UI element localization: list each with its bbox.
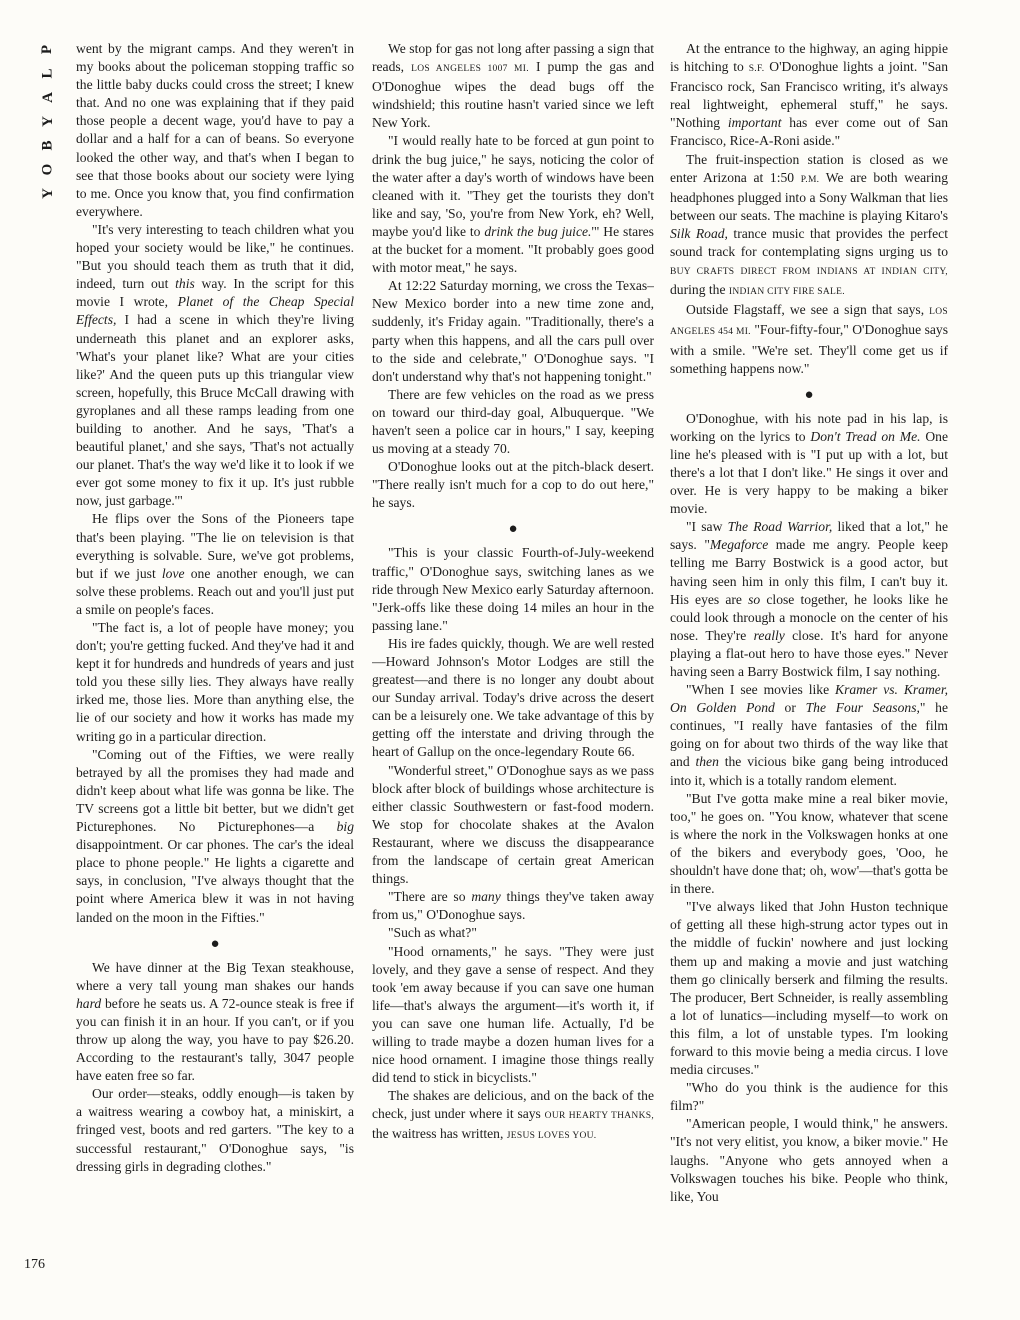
logo-letter: A — [39, 92, 56, 103]
logo-letter: Y — [39, 188, 56, 199]
paragraph: "I would really hate to be forced at gun point to drink the bug juice," he says, noticing the color of the water after a day's worth of windows have been cleaned with it. "They get the tourists they don't like and say, 'So, you're from New York, eh? Well, maybe you'd like to drink the bug juice.'" He stares at the bucket for a moment. "It probably goes good with motor meat," he says. — [372, 133, 654, 276]
text-column-2 — [372, 40, 654, 1280]
paragraph: "American people, I would think," he answers. "It's not very elitist, you know, a biker movie." He laughs. "Anyone who gets annoyed when a Volkswagen touches his bike. People who think, like, You — [670, 1116, 948, 1204]
paragraph: There are few vehicles on the road as we press on toward our third-day goal, Albuquerque. "We haven't seen a police car in hours," I say, keeping us moving at a steady 70. — [372, 386, 654, 457]
paragraph: Our order—steaks, oddly enough—is taken by a waitress wearing a cowboy hat, a miniskirt, a fringed vest, boots and red garters. "The key to a successful restaurant," O'Donoghue says, "is dressing girls in degrading clothes." — [76, 1086, 354, 1174]
paragraph: "But I've gotta make mine a real biker movie, too," he goes on. "You know, whatever that scene is where the nork in the Volkswagen honks at one of the bikers and everybody goes, 'Ooo, he shouldn't have done that; oh, wow'—that's gotta be in there. — [670, 790, 948, 897]
section-separator: ● — [210, 935, 220, 952]
paragraph: At 12:22 Saturday morning, we cross the Texas–New Mexico border into a new time zone and, suddenly, it's Friday again. "Traditionally, there's a party when this happens, and all the cars pull over to the side and celebrate," O'Donoghue says. "I don't understand why that's not happening tonight." — [372, 278, 654, 384]
logo-letter: Y — [39, 116, 56, 127]
logo-letter: B — [39, 140, 56, 151]
paragraph: The fruit-inspection station is closed as we enter Arizona at 1:50 P.M. We are both wearing headphones plugged into a Sony Walkman that lies between our seats. The machine is playing Kitaro's Silk Road, trance music that provides the perfect sound track for contemplating signs urging us to BUY CRAFTS DIRECT FROM INDIANS AT INDIAN CITY, during the INDIAN CITY FIRE SALE. — [670, 151, 948, 298]
paragraph: We stop for gas not long after passing a sign that reads, LOS ANGELES 1007 MI. I pump the gas and O'Donoghue wipes the dead bugs off the windshield; this routine hasn't varied since we left New York. — [372, 41, 654, 131]
paragraph: went by the migrant camps. And they weren't in my books about the policeman stopping traffic so the little baby ducks could cross the street; I knew that. And no one was explaining that if they paid those people a decent wage, you'd have to pay a dollar and a half for a can of beans. So everyone looked the other way, and that's when I began to see that those books about our society were lying to me. Once you know that, you find confirmation everywhere. — [76, 41, 354, 219]
text-column-1 — [76, 40, 354, 1280]
paragraph: We have dinner at the Big Texan steakhouse, where a very tall young man shakes our hands hard before he seats us. A 72-ounce steak is free if you can finish it in an hour. If you can't, or if you throw up along the way, you have to pay $26.20. According to the restaurant's tally, 3047 people have eaten free so far. — [76, 959, 354, 1084]
paragraph: "Coming out of the Fifties, we were really betrayed by all the promises they had made and didn't keep about what life was gonna be like. The TV screens got a little bit better, but we didn't get Picturephones. No Picturephones—a big disappointment. Or car phones. The car's the ideal place to phone people." He lights a cigarette and says, in conclusion, "I've always thought that the point where America blew it was in not having landed on the moon in the Fifties." — [76, 746, 354, 925]
paragraph: His ire fades quickly, though. We are well rested—Howard Johnson's Motor Lodges are still the greatest—and there is no longer any doubt about our Sunday arrival. Today's drive across the desert can be a leisurely one. We take advantage of this by getting off the interstate and driving through the heart of Gallup on the once-legendary Route 66. — [372, 635, 654, 760]
paragraph: O'Donoghue, with his note pad in his lap, is working on the lyrics to Don't Tread on Me. One line he's pleased with is "I put up with a lot, but there's a lot that I don't like." He sings it over and over. He is very happy to be making a biker movie. — [670, 410, 948, 517]
paragraph: "Wonderful street," O'Donoghue says as we pass block after block of buildings whose architecture is either classic Southwestern or fast-food modern. We stop for chocolate shakes at the Avalon Restaurant, where we discuss the disappearance from the landscape of certain great American things. — [372, 762, 654, 887]
section-separator: ● — [508, 521, 518, 538]
paragraph: "The fact is, a lot of people have money; you don't; you're getting fucked. And they've had it and kept it for hundreds and hundreds of years and just told you these silly lies. They always have really irked me, those lies. More than anything else, the lie of our society and how it works has made my writing go in a particular direction. — [76, 620, 354, 744]
paragraph: He flips over the Sons of the Pioneers tape that's been playing. "The lie on television is that everything is solvable. Sure, we've got problems, but if we just love one another enough, we can solve these problems. Reach out and you'll just put a smile on people's faces. — [76, 511, 354, 617]
paragraph: The shakes are delicious, and on the back of the check, just under where it says OUR HEARTY THANKS, the waitress has written, JESUS LOVES YOU. — [372, 1088, 654, 1142]
running-head-logo — [34, 42, 62, 201]
paragraph: "This is your classic Fourth-of-July-weekend traffic," O'Donoghue says, switching lanes as we ride through New Mexico early Saturday afternoon. "Jerk-offs like these doing 14 miles an hour in the passing lane." — [372, 545, 654, 633]
paragraph: Outside Flagstaff, we see a sign that says, LOS ANGELES 454 MI. "Four-fifty-four," O'Donoghue says with a smile. "We're set. They'll come get us if something happens now." — [670, 302, 948, 376]
paragraph: "Hood ornaments," he says. "They were just lovely, and they gave a sense of respect. And they took 'em away because if you can save one human life—that's always the argument—it's worth it, if you can save one human life. Actually, I'd be willing to trade maybe a dozen human lives for a nice hood ornament. I imagine those things really did tend to stick in bicyclists." — [372, 943, 654, 1086]
section-separator: ● — [804, 386, 814, 403]
paragraph: "Who do you think is the audience for this film?" — [670, 1080, 948, 1114]
paragraph: "There are so many things they've taken away from us," O'Donoghue says. — [372, 889, 654, 923]
paragraph: "When I see movies like Kramer vs. Kramer, On Golden Pond or The Four Seasons," he continues, "I really have fantasies of the film going on for about two thirds of the way like that and then the vicious bike gang being introduced into it, which is a totally random element. — [670, 682, 948, 788]
logo-letter: O — [39, 163, 56, 176]
paragraph: "I saw The Road Warrior, liked that a lot," he says. "Megaforce made me angry. People keep telling me Barry Bostwick is a good actor, but having seen him in only this film, I can't buy it. His eyes are so close together, he looks like he could look through a monocle on the center of his nose. They're really close. It's hard for anyone playing a flat-out hero to have those eyes." Never having seen a Barry Bostwick film, I say nothing. — [670, 519, 948, 679]
paragraph: "Such as what?" — [388, 925, 477, 941]
text-column-3 — [670, 40, 948, 1280]
paragraph: "It's very interesting to teach children what you hoped your society would be like," he continues. "But you should teach them as truth that it did, indeed, turn out this way. In the script for this movie I wrote, Planet of the Cheap Special Effects, I had a scene in which they're living underneath this planet and an explorer asks, 'What's your planet like? What are your cities like?' And the queen puts up this triangular view screen, hopefully, this Bruce McCall drawing with gyroplanes and all these ramps leading from one building to another. And he says, 'That's a beautiful planet,' and she says, 'That's not actually our planet. That's the way we'd like it to look if we ever got some money to fix it up. It's just rubble now, just garbage.'" — [76, 221, 354, 509]
paragraph: "I've always liked that John Huston technique of getting all these high-strung actor types out in the middle of fuckin' nowhere and just locking them up and making a movie and just watching them go clinically berserk and filming the results. The producer, Bert Schneider, is really assembling a lot of lunatics—including myself—to work on this film, a lot of unstable types. I'm looking forward to this movie being a media circus. I love media circuses." — [670, 899, 948, 1078]
logo-letter: L — [39, 68, 56, 79]
page-number: 176 — [24, 1257, 45, 1272]
paragraph: At the entrance to the highway, an aging hippie is hitching to S.F. O'Donoghue lights a joint. "San Francisco rock, San Francisco writing, it's always real lightweight, ephemeral stuff," he says. "Nothing important has ever come out of San Francisco, Rice-A-Roni aside." — [670, 41, 948, 149]
paragraph: O'Donoghue looks out at the pitch-black desert. "There really isn't much for a cop to do out here," he says. — [372, 459, 654, 511]
logo-letter: P — [39, 44, 56, 55]
